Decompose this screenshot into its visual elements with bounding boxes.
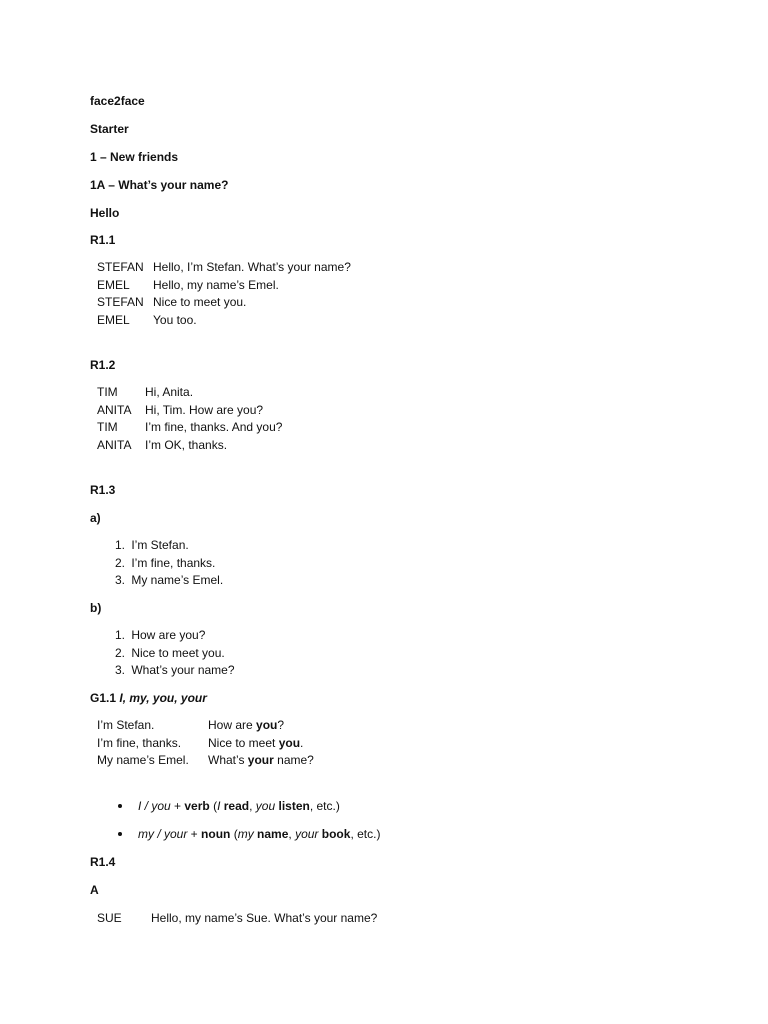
line-text: Hi, Tim. How are you?	[145, 402, 264, 417]
unit-heading: 1 – New friends	[90, 150, 179, 164]
dialogue-line	[97, 384, 282, 402]
speaker: EMEL	[97, 277, 130, 292]
dialogue-line	[97, 294, 351, 312]
item-number: 3.	[114, 663, 125, 678]
bullet-icon	[118, 804, 122, 808]
speaker: ANITA	[97, 437, 132, 452]
rule-text: name	[257, 827, 289, 841]
r14-heading: R1.4	[90, 855, 116, 869]
grammar-bold: you	[278, 735, 301, 750]
doc-title: face2face	[90, 94, 145, 108]
speaker: SUE	[97, 911, 122, 925]
item-number: 1.	[114, 538, 125, 552]
item-number: 2.	[114, 555, 125, 570]
line-text: I’m fine, thanks. And you?	[145, 420, 283, 435]
speaker: TIM	[97, 385, 118, 399]
item-text: I’m Stefan.	[131, 538, 189, 552]
item-text: My name’s Emel.	[131, 573, 224, 588]
bullet-icon	[118, 832, 122, 836]
g11-heading	[90, 690, 207, 707]
rule-text: +	[170, 799, 185, 813]
r11-heading: R1.1	[90, 233, 116, 247]
speaker: TIM	[97, 420, 118, 435]
rule-text: noun	[201, 827, 231, 841]
grammar-bold: your	[247, 753, 274, 768]
rule-text: (	[230, 827, 238, 841]
item-number: 1.	[114, 628, 125, 642]
r12-heading: R1.2	[90, 358, 116, 372]
r13-part-a-label: a)	[90, 511, 101, 525]
grammar-left: My name’s Emel.	[97, 753, 189, 768]
r13-part-a-list	[103, 537, 223, 590]
rule-text: ,	[249, 799, 256, 813]
grammar-text: ?	[277, 718, 285, 732]
g11-rule-list	[118, 798, 380, 843]
rule-text: my / your	[138, 827, 188, 841]
rule-text: your	[295, 827, 319, 841]
item-text: Nice to meet you.	[131, 645, 225, 660]
r13-part-b-label: b)	[90, 601, 102, 615]
rule-text: (	[209, 799, 218, 813]
item-text: What’s your name?	[131, 663, 235, 678]
rule-text: +	[187, 827, 202, 841]
r14-sub-heading: A	[90, 883, 99, 897]
rule-text: listen	[278, 799, 310, 813]
table-row	[97, 735, 314, 753]
level-heading: Starter	[90, 122, 129, 136]
grammar-bold: you	[256, 718, 278, 732]
lesson-heading: 1A – What’s your name?	[90, 178, 229, 192]
grammar-left: I’m fine, thanks.	[97, 735, 182, 750]
rule-text: my	[237, 827, 254, 841]
item-number: 2.	[114, 645, 125, 660]
dialogue-line	[97, 277, 351, 295]
grammar-text: Nice to meet	[208, 735, 279, 750]
list-item	[103, 627, 235, 645]
g11-heading-rest: I, my, you, your	[119, 691, 207, 705]
list-item	[103, 537, 223, 555]
rule-text: I	[217, 799, 221, 813]
grammar-text: name?	[273, 753, 314, 768]
rule-text: book	[321, 827, 351, 841]
dialogue-line	[97, 402, 282, 420]
item-text: How are you?	[131, 628, 206, 642]
rule-text: read	[223, 799, 250, 813]
table-row	[97, 752, 314, 770]
r12-dialogue	[97, 384, 282, 454]
rule-text: , etc.)	[309, 799, 340, 813]
list-item	[103, 662, 235, 680]
list-item	[103, 645, 235, 663]
g11-grammar-table	[97, 717, 314, 770]
r14-dialogue	[97, 910, 377, 928]
rule-text: , etc.)	[350, 827, 381, 841]
dialogue-line	[97, 312, 351, 330]
dialogue-line	[97, 259, 351, 277]
speaker: STEFAN	[97, 295, 144, 310]
grammar-right	[208, 752, 314, 770]
grammar-right	[208, 735, 314, 753]
grammar-left: I’m Stefan.	[97, 718, 155, 732]
grammar-right	[208, 717, 314, 735]
rule-text: I / you	[138, 799, 171, 813]
grammar-text: .	[300, 735, 304, 750]
item-number: 3.	[114, 573, 125, 588]
rule-text: ,	[288, 827, 296, 841]
r13-heading: R1.3	[90, 483, 116, 497]
grammar-text: How are	[208, 718, 257, 732]
item-text: I’m fine, thanks.	[131, 555, 216, 570]
speaker: ANITA	[97, 402, 132, 417]
dialogue-line	[97, 419, 282, 437]
r13-part-b-list	[103, 627, 235, 680]
list-item	[103, 555, 223, 573]
rule-text: verb	[184, 799, 210, 813]
rule-text: you	[255, 799, 276, 813]
line-text: You too.	[153, 312, 197, 327]
table-row	[97, 717, 314, 735]
rule-bullet	[118, 826, 380, 843]
speaker: STEFAN	[97, 260, 144, 274]
r11-dialogue	[97, 259, 351, 329]
line-text: Hi, Anita.	[145, 385, 194, 399]
g11-heading-prefix: G1.1	[90, 691, 117, 705]
line-text: I’m OK, thanks.	[145, 437, 228, 452]
list-item	[103, 572, 223, 590]
line-text: Hello, I’m Stefan. What’s your name?	[153, 260, 351, 274]
line-text: Nice to meet you.	[153, 295, 247, 310]
line-text: Hello, my name’s Emel.	[153, 277, 279, 292]
grammar-text: What’s	[208, 753, 248, 768]
line-text: Hello, my name’s Sue. What’s your name?	[151, 911, 378, 925]
dialogue-line	[97, 910, 377, 928]
section-heading: Hello	[90, 206, 120, 220]
dialogue-line	[97, 437, 282, 455]
speaker: EMEL	[97, 312, 130, 327]
rule-bullet	[118, 798, 380, 815]
